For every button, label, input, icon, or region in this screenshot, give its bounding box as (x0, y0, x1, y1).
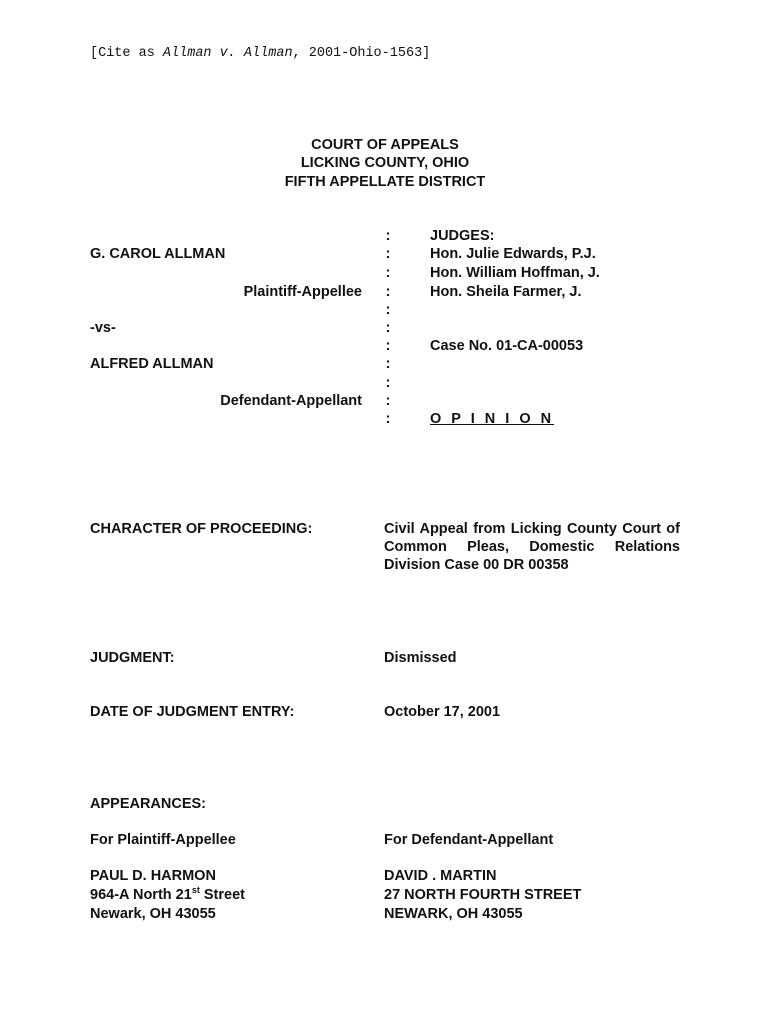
date-entry-label: DATE OF JUDGMENT ENTRY: (90, 704, 295, 720)
caption-colon: : (385, 338, 391, 354)
character-label: CHARACTER OF PROCEEDING: (90, 521, 313, 537)
caption-colon: : (385, 228, 391, 244)
defendant-attorney-street: 27 NORTH FOURTH STREET (384, 887, 582, 903)
appearances-heading: APPEARANCES: (90, 796, 207, 812)
caption-colon: : (385, 393, 391, 409)
caption-colon: : (385, 265, 391, 281)
street-number: 964-A North 21 (90, 887, 192, 903)
plaintiff-name: G. CAROL ALLMAN (90, 246, 226, 262)
court-name: COURT OF APPEALS (311, 137, 459, 153)
opinion-label: O P I N I O N (430, 411, 555, 427)
caption-colon: : (385, 411, 391, 427)
defendant-attorney-name: DAVID . MARTIN (384, 868, 497, 884)
judges-heading: JUDGES: (430, 228, 495, 244)
court-district: FIFTH APPELLATE DISTRICT (284, 174, 486, 190)
case-number: Case No. 01-CA-00053 (430, 338, 584, 354)
street-suffix: Street (199, 887, 245, 903)
caption-colon: : (385, 246, 391, 262)
citation-suffix: , 2001-Ohio-1563] (292, 46, 431, 61)
character-value: Civil Appeal from Licking County Court of Common Pleas, Domestic Relations Division Case 00 DR 00358 (384, 521, 680, 573)
defendant-attorney-city: NEWARK, OH 43055 (384, 906, 523, 922)
judge-item: Hon. William Hoffman, J. (430, 265, 600, 281)
court-county: LICKING COUNTY, OHIO (300, 155, 470, 171)
judge-item: Hon. Sheila Farmer, J. (430, 284, 582, 300)
caption-colon: : (385, 302, 391, 318)
versus-label: -vs- (90, 320, 116, 336)
plaintiff-role: Plaintiff-Appellee (243, 284, 362, 300)
ordinal-suffix: st (191, 885, 200, 896)
defendant-name: ALFRED ALLMAN (90, 356, 214, 372)
citation-case-name: Allman v. Allman (162, 46, 293, 61)
judgment-value: Dismissed (384, 650, 457, 666)
plaintiff-attorney-city: Newark, OH 43055 (90, 906, 216, 922)
plaintiff-attorney-name: PAUL D. HARMON (90, 868, 216, 884)
caption-colon: : (385, 284, 391, 300)
citation-prefix: [Cite as (90, 46, 163, 61)
defendant-role: Defendant-Appellant (220, 393, 362, 409)
citation-line (90, 45, 430, 63)
defendant-counsel-heading: For Defendant-Appellant (384, 832, 554, 848)
caption-colon: : (385, 375, 391, 391)
date-entry-value: October 17, 2001 (384, 704, 501, 720)
plaintiff-counsel-heading: For Plaintiff-Appellee (90, 832, 236, 848)
plaintiff-attorney-street (90, 886, 245, 904)
caption-colon: : (385, 356, 391, 372)
judgment-label: JUDGMENT: (90, 650, 175, 666)
caption-colon: : (385, 320, 391, 336)
judge-item: Hon. Julie Edwards, P.J. (430, 246, 596, 262)
